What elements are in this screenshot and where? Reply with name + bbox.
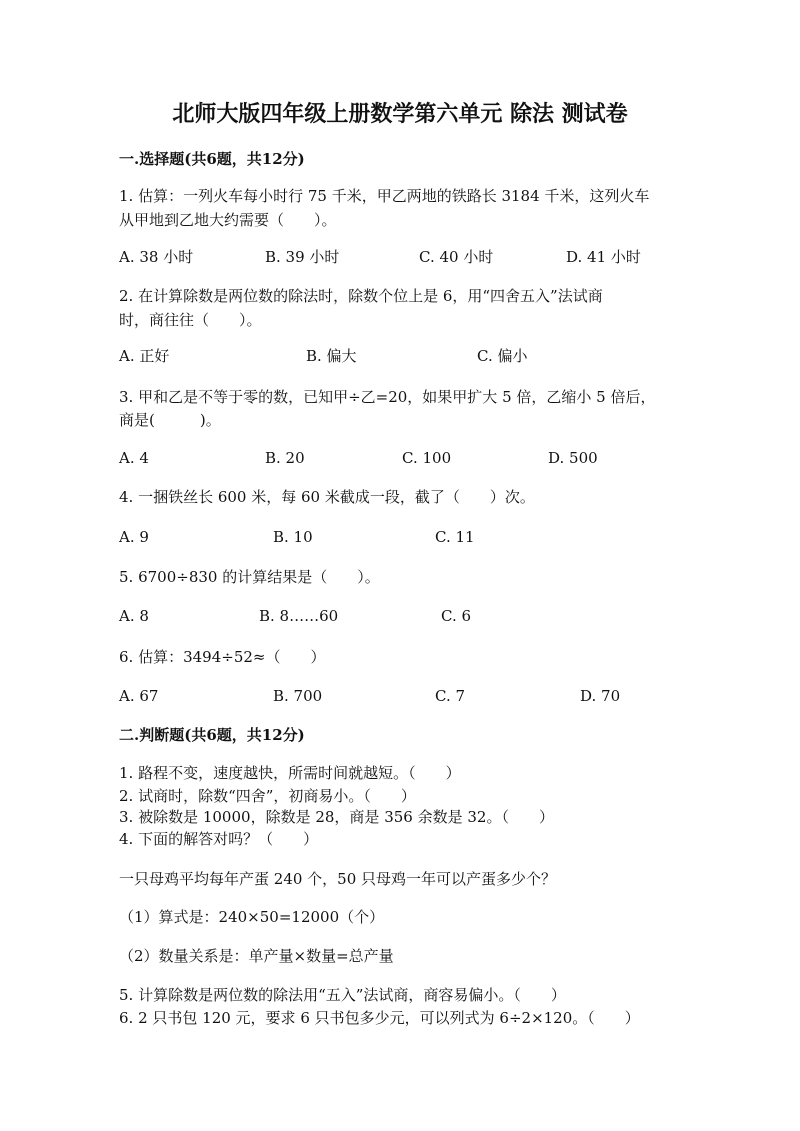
question-4-option-a: A. 9 [119,528,149,546]
question-2-line-2: 时，商往往（ ）。 [119,311,262,329]
judgement-item-1: 1. 路程不变，速度越快，所需时间就越短。（ ） [119,764,461,782]
question-1-line-2: 从甲地到乙地大约需要（ ）。 [119,211,337,229]
question-3-option-a: A. 4 [119,449,149,467]
question-5-option-a: A. 8 [119,607,149,625]
question-6-option-b: B. 700 [273,687,323,705]
judgement-item-2: 2. 试商时，除数“四舍”，初商易小。（ ） [119,787,416,805]
question-3-option-c: C. 100 [402,449,452,467]
section-heading-judgement: 二.判断题(共6题，共12分) [119,726,305,744]
judgement-problem-text: 一只母鸡平均每年产蛋 240 个，50 只母鸡一年可以产蛋多少个？ [119,870,557,888]
question-5-option-c: C. 6 [441,607,472,625]
question-2-option-a: A. 正好 [119,347,170,365]
section-heading-choice: 一.选择题(共6题，共12分) [119,150,305,168]
question-4-option-c: C. 11 [435,528,475,546]
question-6-option-c: C. 7 [435,687,466,705]
question-2-option-c: C. 偏小 [477,347,528,365]
question-3-line-1: 3. 甲和乙是不等于零的数，已知甲÷乙=20，如果甲扩大 5 倍，乙缩小 5 倍后， [119,388,656,406]
question-1-option-b: B. 39 小时 [265,248,340,266]
question-1-option-d: D. 41 小时 [566,248,641,266]
judgement-item-6: 6. 2 只书包 120 元，要求 6 只书包多少元，可以列式为 6÷2×120。（ ） [119,1009,640,1027]
exam-title: 北师大版四年级上册数学第六单元 除法 测试卷 [172,101,628,127]
judgement-item-5: 5. 计算除数是两位数的除法用“五入”法试商，商容易偏小。（ ） [119,986,566,1004]
judgement-step-2: （2）数量关系是：单产量×数量=总产量 [119,947,394,965]
question-6-option-d: D. 70 [580,687,621,705]
question-3-line-2: 商是( )。 [119,411,221,429]
question-4-option-b: B. 10 [273,528,313,546]
question-5-option-b: B. 8……60 [259,607,339,625]
judgement-step-1: （1）算式是：240×50=12000（个） [119,908,385,926]
question-2-line-1: 2. 在计算除数是两位数的除法时，除数个位上是 6，用“四舍五入”法试商 [119,287,603,305]
question-6-option-a: A. 67 [119,687,159,705]
question-3-option-b: B. 20 [265,449,305,467]
question-1-option-c: C. 40 小时 [419,248,494,266]
question-1-option-a: A. 38 小时 [119,248,194,266]
judgement-item-3: 3. 被除数是 10000，除数是 28，商是 356 余数是 32。（ ） [119,808,554,826]
question-6-line-1: 6. 估算：3494÷52≈（ ） [119,648,326,666]
question-1-line-1: 1. 估算：一列火车每小时行 75 千米，甲乙两地的铁路长 3184 千米，这列火车 [119,187,650,205]
question-2-option-b: B. 偏大 [306,347,357,365]
question-4-line-1: 4. 一捆铁丝长 600 米，每 60 米截成一段，截了（ ）次。 [119,488,535,506]
judgement-item-4: 4. 下面的解答对吗？（ ） [119,830,319,848]
question-3-option-d: D. 500 [548,449,598,467]
question-5-line-1: 5. 6700÷830 的计算结果是（ ）。 [119,568,380,586]
